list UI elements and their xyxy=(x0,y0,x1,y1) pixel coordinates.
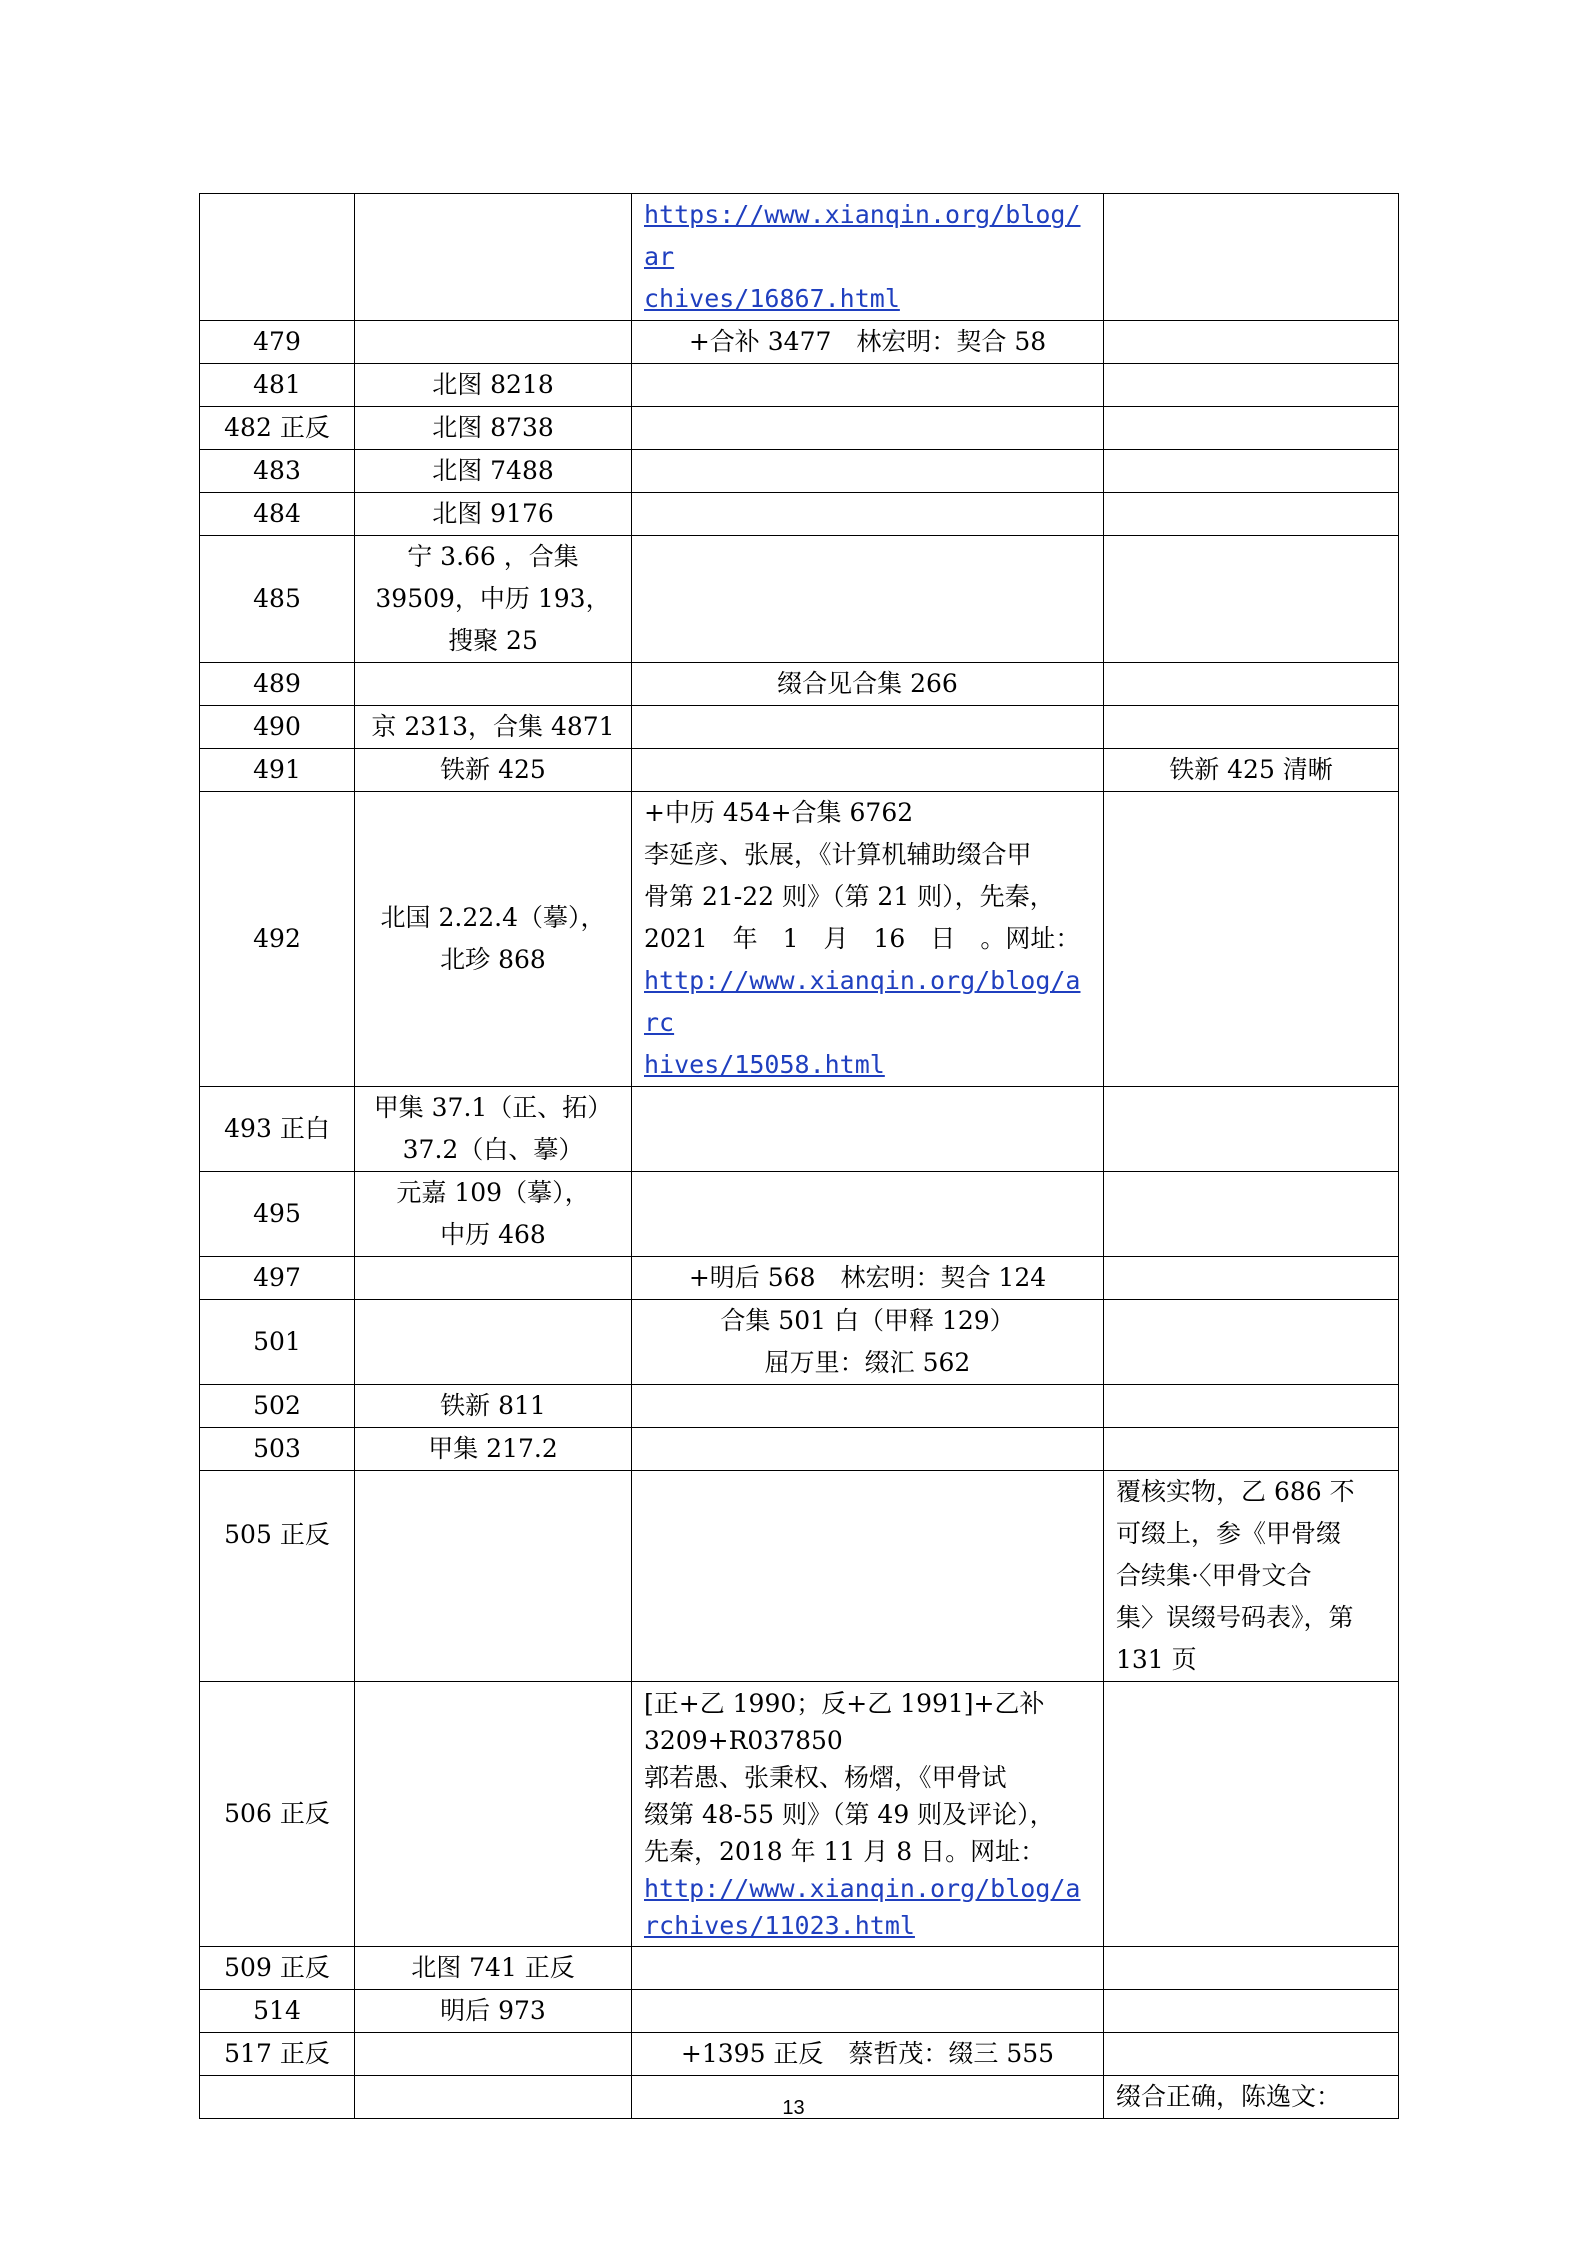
source-cell xyxy=(355,450,632,493)
cell-text: 元嘉 109（摹）， xyxy=(396,1178,590,1207)
cell-text: 京 2313，合集 4871 xyxy=(371,712,615,741)
table-row xyxy=(200,2033,1399,2076)
url-link[interactable]: rchives/11023.html xyxy=(644,1910,915,1940)
note-cell xyxy=(1104,1947,1399,1990)
cell-text: 北图 9176 xyxy=(432,499,554,528)
catalog-number-cell xyxy=(200,1682,355,1947)
rejoin-cell xyxy=(632,321,1104,364)
note-cell xyxy=(1104,706,1399,749)
cell-text: 506 正反 xyxy=(224,1799,330,1828)
table-row xyxy=(200,1300,1399,1385)
source-cell xyxy=(355,749,632,792)
source-cell xyxy=(355,792,632,1087)
source-cell xyxy=(355,1172,632,1257)
rejoin-cell xyxy=(632,1682,1104,1947)
cell-text: 491 xyxy=(253,755,301,784)
rejoin-cell xyxy=(632,1385,1104,1428)
catalog-number-cell xyxy=(200,749,355,792)
note-cell xyxy=(1104,450,1399,493)
cell-text: 铁新 425 xyxy=(440,755,546,784)
rejoin-cell xyxy=(632,1257,1104,1300)
cell-text: 北国 2.22.4（摹）， xyxy=(380,903,606,932)
source-cell xyxy=(355,194,632,321)
note-cell xyxy=(1104,1428,1399,1471)
rejoin-cell xyxy=(632,1428,1104,1471)
rejoin-cell xyxy=(632,364,1104,407)
source-cell xyxy=(355,493,632,536)
rejoin-cell xyxy=(632,792,1104,1087)
cell-text: 宁 3.66 ，合集 xyxy=(407,542,579,571)
cell-text: 509 正反 xyxy=(224,1953,330,1982)
source-cell xyxy=(355,706,632,749)
note-cell xyxy=(1104,364,1399,407)
cell-text: 铁新 811 xyxy=(440,1391,546,1420)
table-row xyxy=(200,407,1399,450)
note-cell xyxy=(1104,1087,1399,1172)
cell-text: 北珍 868 xyxy=(440,945,546,974)
cell-text: 缀合见合集 266 xyxy=(777,669,958,698)
cell-text: 明后 973 xyxy=(440,1996,546,2025)
source-cell xyxy=(355,663,632,706)
url-link[interactable]: http://www.xianqin.org/blog/arc xyxy=(644,966,1081,1037)
cell-text: +明后 568 林宏明：契合 124 xyxy=(688,1263,1047,1292)
cell-text: 北图 741 正反 xyxy=(411,1953,575,1982)
cell-text: 485 xyxy=(253,584,301,613)
catalog-number-cell xyxy=(200,1471,355,1682)
cell-text: 3209+R037850 xyxy=(644,1725,843,1755)
rejoin-cell xyxy=(632,536,1104,663)
cell-text: 502 xyxy=(253,1391,301,1420)
cell-text: 483 xyxy=(253,456,301,485)
catalog-number-cell xyxy=(200,364,355,407)
cell-text: 39509，中历 193， xyxy=(375,584,611,613)
cell-text: 131 页 xyxy=(1116,1645,1197,1674)
note-cell xyxy=(1104,536,1399,663)
rejoin-cell xyxy=(632,749,1104,792)
note-cell xyxy=(1104,1385,1399,1428)
page-number: 13 xyxy=(782,2097,805,2119)
cell-text: 492 xyxy=(253,924,301,953)
cell-text: 484 xyxy=(253,499,301,528)
catalog-number-cell xyxy=(200,450,355,493)
cell-text: 北图 7488 xyxy=(432,456,554,485)
source-cell xyxy=(355,1990,632,2033)
source-cell xyxy=(355,536,632,663)
table-row xyxy=(200,1257,1399,1300)
source-cell xyxy=(355,321,632,364)
cell-text: 479 xyxy=(253,327,301,356)
table-row xyxy=(200,321,1399,364)
source-cell xyxy=(355,1428,632,1471)
source-cell xyxy=(355,1682,632,1947)
cell-text: +中历 454+合集 6762 xyxy=(644,798,914,827)
cell-text: 屈万里：缀汇 562 xyxy=(764,1348,971,1377)
url-link[interactable]: http://www.xianqin.org/blog/a xyxy=(644,1873,1081,1903)
cell-text: 北图 8738 xyxy=(432,413,554,442)
note-cell xyxy=(1104,321,1399,364)
rejoin-table xyxy=(199,193,1399,2119)
rejoin-cell xyxy=(632,1087,1104,1172)
rejoin-cell xyxy=(632,1300,1104,1385)
note-cell xyxy=(1104,749,1399,792)
catalog-number-cell xyxy=(200,536,355,663)
cell-text: 甲集 37.1（正、拓） xyxy=(373,1093,613,1122)
table-body xyxy=(200,194,1399,2119)
source-cell xyxy=(355,1471,632,1682)
cell-text: 北图 8218 xyxy=(432,370,554,399)
table-row xyxy=(200,792,1399,1087)
rejoin-cell xyxy=(632,450,1104,493)
note-cell xyxy=(1104,2033,1399,2076)
rejoin-cell xyxy=(632,1947,1104,1990)
catalog-number-cell xyxy=(200,194,355,321)
table-row xyxy=(200,1385,1399,1428)
cell-text: 中历 468 xyxy=(440,1220,546,1249)
note-cell xyxy=(1104,194,1399,321)
note-cell xyxy=(1104,1990,1399,2033)
note-cell xyxy=(1104,493,1399,536)
table-row xyxy=(200,194,1399,321)
table-row xyxy=(200,706,1399,749)
url-link[interactable]: hives/15058.html xyxy=(644,1050,885,1079)
catalog-number-cell xyxy=(200,1300,355,1385)
table-row xyxy=(200,663,1399,706)
source-cell xyxy=(355,407,632,450)
url-link[interactable]: https://www.xianqin.org/blog/ar xyxy=(644,200,1081,271)
table-row xyxy=(200,1682,1399,1947)
source-cell xyxy=(355,1257,632,1300)
cell-text: 505 正反 xyxy=(224,1520,330,1549)
table-row xyxy=(200,1428,1399,1471)
cell-text: 搜聚 25 xyxy=(448,626,538,655)
table-row xyxy=(200,1990,1399,2033)
source-cell xyxy=(355,364,632,407)
note-cell xyxy=(1104,1300,1399,1385)
rejoin-cell xyxy=(632,1471,1104,1682)
catalog-number-cell xyxy=(200,1990,355,2033)
cell-text: 2021 年 1 月 16 日 。网址： xyxy=(644,924,1081,953)
rejoin-cell xyxy=(632,1990,1104,2033)
note-cell xyxy=(1104,663,1399,706)
table-row xyxy=(200,1087,1399,1172)
note-cell xyxy=(1104,1257,1399,1300)
catalog-number-cell xyxy=(200,321,355,364)
table-row xyxy=(200,364,1399,407)
cell-text: 郭若愚、张秉权、杨熠，《甲骨试 xyxy=(644,1762,1007,1792)
cell-text: 可缀上，参《甲骨缀 xyxy=(1116,1519,1342,1548)
rejoin-cell xyxy=(632,194,1104,321)
table-row xyxy=(200,493,1399,536)
rejoin-cell xyxy=(632,2033,1104,2076)
cell-text: 514 xyxy=(253,1996,301,2025)
cell-text: 489 xyxy=(253,669,301,698)
cell-text: 517 正反 xyxy=(224,2039,330,2068)
catalog-number-cell xyxy=(200,493,355,536)
cell-text: 甲集 217.2 xyxy=(428,1434,558,1463)
table-row xyxy=(200,1172,1399,1257)
cell-text: [正+乙 1990；反+乙 1991]+乙补 xyxy=(644,1688,1045,1718)
source-cell xyxy=(355,1087,632,1172)
cell-text: 缀第 48-55 则》（第 49 则及评论）， xyxy=(644,1799,1055,1829)
catalog-number-cell xyxy=(200,407,355,450)
table-row xyxy=(200,536,1399,663)
cell-text: +1395 正反 蔡哲茂：缀三 555 xyxy=(680,2039,1055,2068)
cell-text: 覆核实物，乙 686 不 xyxy=(1116,1477,1355,1506)
cell-text: 37.2（白、摹） xyxy=(402,1135,584,1164)
note-cell xyxy=(1104,407,1399,450)
cell-text: 501 xyxy=(253,1327,301,1356)
source-cell xyxy=(355,2033,632,2076)
cell-text: 490 xyxy=(253,712,301,741)
cell-text: 李延彦、张展，《计算机辅助缀合甲 xyxy=(644,840,1032,869)
note-cell xyxy=(1104,1172,1399,1257)
catalog-number-cell xyxy=(200,2033,355,2076)
cell-text: 481 xyxy=(253,370,301,399)
rejoin-cell xyxy=(632,706,1104,749)
cell-text: 495 xyxy=(253,1199,301,1228)
url-link[interactable]: chives/16867.html xyxy=(644,284,900,313)
cell-text: 缀合正确，陈逸文： xyxy=(1116,2082,1342,2111)
note-cell xyxy=(1104,1682,1399,1947)
catalog-number-cell xyxy=(200,1428,355,1471)
cell-text: 合集 501 白（甲释 129） xyxy=(720,1306,1015,1335)
source-cell xyxy=(355,1947,632,1990)
catalog-number-cell xyxy=(200,1257,355,1300)
source-cell xyxy=(355,1300,632,1385)
rejoin-cell xyxy=(632,407,1104,450)
cell-text: 先秦，2018 年 11 月 8 日。网址： xyxy=(644,1836,1046,1866)
cell-text: 503 xyxy=(253,1434,301,1463)
note-cell xyxy=(1104,1471,1399,1682)
table-row xyxy=(200,1471,1399,1682)
cell-text: 骨第 21-22 则》（第 21 则），先秦， xyxy=(644,882,1055,911)
cell-text: 集〉误缀号码表》，第 xyxy=(1116,1603,1354,1632)
cell-text: 482 正反 xyxy=(224,413,330,442)
cell-text: 铁新 425 清晰 xyxy=(1169,755,1333,784)
catalog-number-cell xyxy=(200,1385,355,1428)
cell-text: 493 正白 xyxy=(224,1114,330,1143)
cell-text: +合补 3477 林宏明：契合 58 xyxy=(688,327,1047,356)
catalog-number-cell xyxy=(200,1087,355,1172)
cell-text: 497 xyxy=(253,1263,301,1292)
source-cell xyxy=(355,1385,632,1428)
catalog-number-cell xyxy=(200,1947,355,1990)
catalog-number-cell xyxy=(200,706,355,749)
table-row xyxy=(200,450,1399,493)
rejoin-cell xyxy=(632,663,1104,706)
table-row xyxy=(200,1947,1399,1990)
rejoin-cell xyxy=(632,1172,1104,1257)
catalog-number-cell xyxy=(200,663,355,706)
rejoin-cell xyxy=(632,493,1104,536)
catalog-number-cell xyxy=(200,1172,355,1257)
cell-text: 合续集·〈甲骨文合 xyxy=(1116,1561,1312,1590)
table-row xyxy=(200,749,1399,792)
catalog-number-cell xyxy=(200,792,355,1087)
note-cell xyxy=(1104,792,1399,1087)
